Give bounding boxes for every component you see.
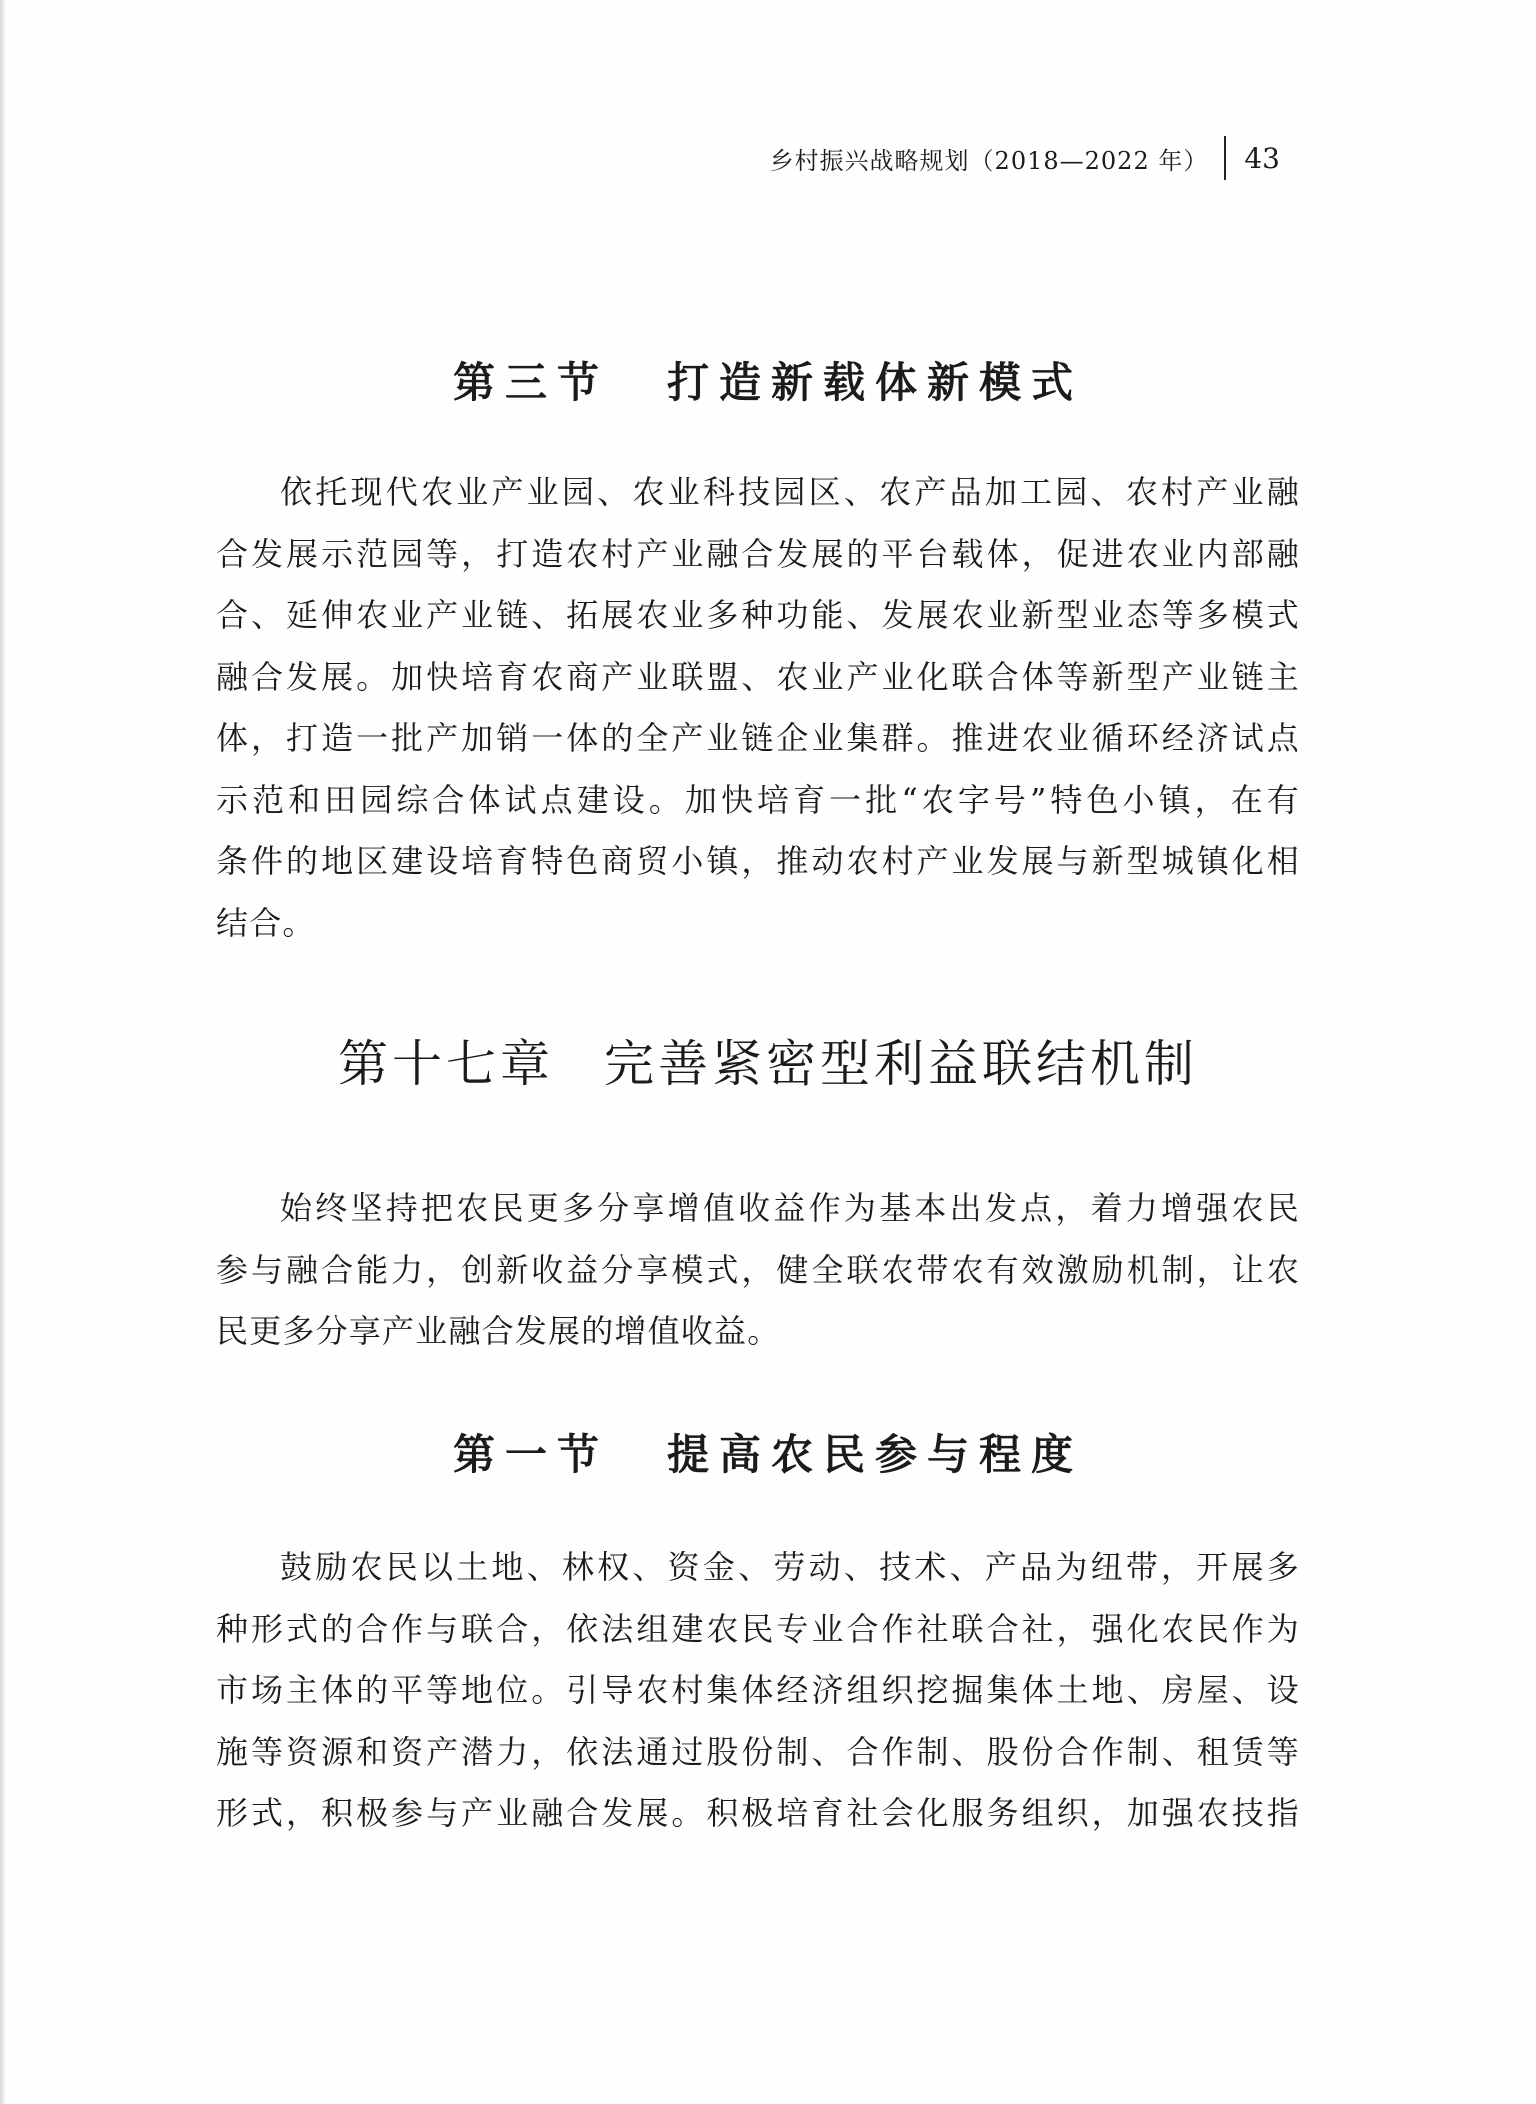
section-3-paragraph (216, 462, 1300, 954)
section-heading-3 (0, 350, 1536, 410)
paragraph-line: 依托现代农业产业园、农业科技园区、农产品加工园、农村产业融 (280, 473, 1300, 511)
paragraph-line: 鼓励农民以土地、林权、资金、劳动、技术、产品为纽带，开展多 (280, 1548, 1300, 1586)
page-number: 43 (1244, 141, 1280, 175)
paragraph-line: 示范和田园综合体试点建设。加快培育一批“农字号”特色小镇，在有 (216, 780, 1300, 819)
paragraph-line: 条件的地区建设培育特色商贸小镇，推动农村产业发展与新型城镇化相 (216, 842, 1300, 880)
paragraph-line: 合发展示范园等，打造农村产业融合发展的平台载体，促进农业内部融 (216, 534, 1300, 573)
section-number: 第三节 (452, 358, 609, 407)
paragraph-line: 形式，积极参与产业融合发展。积极培育社会化服务组织，加强农技指 (216, 1794, 1300, 1832)
running-header (770, 136, 1280, 180)
paragraph-line: 融合发展。加快培育农商产业联盟、农业产业化联合体等新型产业链主 (216, 657, 1300, 696)
chapter-number: 第十七章 (338, 1035, 554, 1093)
paragraph-line: 参与融合能力，创新收益分享模式，健全联农带农有效激励机制，让农 (216, 1250, 1300, 1289)
section-heading-1 (0, 1422, 1536, 1482)
paragraph-line: 民更多分享产业融合发展的增值收益。 (216, 1312, 781, 1350)
paragraph-line: 体，打造一批产加销一体的全产业链企业集群。推进农业循环经济试点 (216, 719, 1300, 757)
paragraph-line: 始终坚持把农民更多分享增值收益作为基本出发点，着力增强农民 (280, 1189, 1300, 1227)
paragraph-line: 市场主体的平等地位。引导农村集体经济组织挖掘集体土地、房屋、设 (216, 1671, 1300, 1709)
book-title: 乡村振兴战略规划（2018—2022 年） (769, 146, 1209, 175)
section-title: 打造新载体新模式 (667, 358, 1084, 407)
section-number: 第一节 (452, 1430, 609, 1479)
section-1-paragraph (216, 1537, 1300, 1845)
paragraph-line: 种形式的合作与联合，依法组建农民专业合作社联合社，强化农民作为 (216, 1609, 1300, 1648)
paragraph-line: 施等资源和资产潜力，依法通过股份制、合作制、股份合作制、租赁等 (216, 1732, 1300, 1771)
section-title: 提高农民参与程度 (667, 1430, 1084, 1479)
chapter-title: 完善紧密型利益联结机制 (604, 1035, 1198, 1093)
paragraph-line: 结合。 (216, 903, 316, 942)
paragraph-line: 合、延伸农业产业链、拓展农业多种功能、发展农业新型业态等多模式 (216, 596, 1300, 634)
header-divider (1224, 136, 1226, 180)
chapter-heading-17 (0, 1024, 1536, 1096)
chapter-17-paragraph (216, 1178, 1300, 1363)
